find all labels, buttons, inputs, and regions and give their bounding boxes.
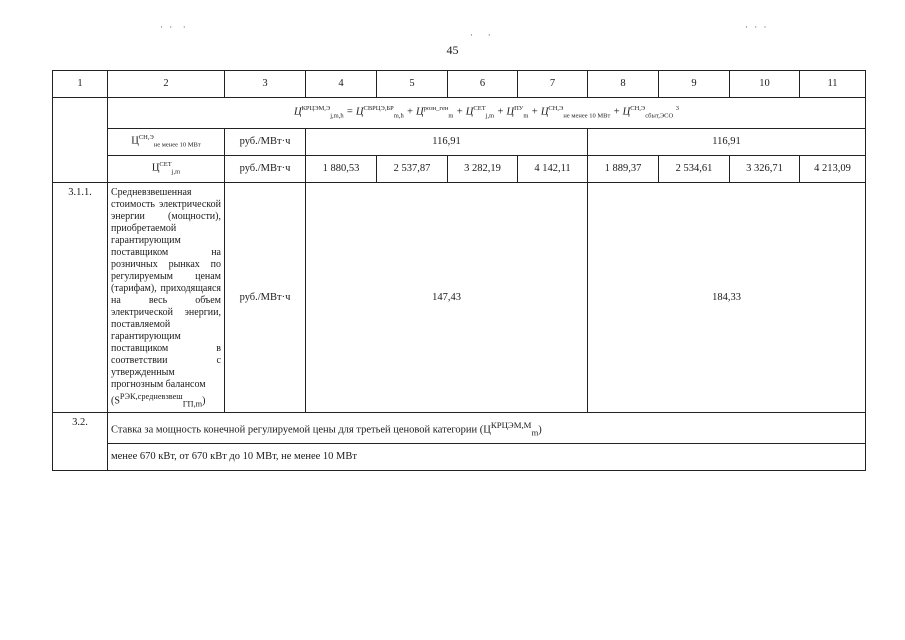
footnote-mark: 3 (675, 105, 680, 113)
price-formula: $Ц^{КРЦЭМ,Э}_{j,m,h} = Ц^{СВРЦЭ,БР}_{m,h} + Ц^{розн\_ген}_m + Ц^{СЕТ}_{j,m} + Ц^{ПУ}_m + Ц^{СН,Э}_{не менее 10 МВт} + Ц^{СН,Э}_{сбыт,ЭСО}$ $^3$ (108, 98, 866, 129)
table-row (53, 413, 866, 444)
row-unit: руб./МВт·ч (225, 183, 306, 413)
header-cell: 1 (53, 71, 108, 98)
row-symbol: $Ц^{СЕТ}_{j,m}$ (108, 156, 225, 183)
value-cell: 3 326,71 (730, 156, 800, 183)
header-cell: 11 (800, 71, 866, 98)
header-cell: 2 (108, 71, 225, 98)
formula-row (53, 98, 866, 129)
value-cell: 184,33 (588, 183, 866, 413)
scan-artifact: · · · (745, 22, 769, 32)
header-cell: 4 (306, 71, 377, 98)
header-cell: 6 (448, 71, 518, 98)
row-description: Средневзвешенная стоимость электрической энергии (мощности), приобретаемой гарантирующим поставщиком на розничных рынках по регулируемым ценам (тарифам), приходящаяся на весь объем электрической энергии, поставляемой гарантирующим поставщиком в соответствии с утвержденным прогнозным балансом $(S^{РЭК,средневзвеш}_{ГП,m})$ (108, 183, 225, 413)
header-cell: 3 (225, 71, 306, 98)
header-cell: 5 (377, 71, 448, 98)
row-number: 3.2. (53, 413, 108, 471)
value-cell: 2 534,61 (659, 156, 730, 183)
value-cell: 1 880,53 (306, 156, 377, 183)
value-cell: 4 142,11 (518, 156, 588, 183)
row-description: менее 670 кВт, от 670 кВт до 10 МВт, не менее 10 МВт (108, 444, 866, 471)
row-unit: руб./МВт·ч (225, 129, 306, 156)
scan-artifact: · · · (160, 22, 188, 32)
table-row (53, 183, 866, 413)
row-number: 3.1.1. (53, 183, 108, 413)
row-symbol: $Ц^{СН,Э}_{не менее 10 МВт}$ (108, 129, 225, 156)
value-cell: 2 537,87 (377, 156, 448, 183)
header-cell: 8 (588, 71, 659, 98)
table-row (53, 129, 866, 156)
row-description: Ставка за мощность конечной регулируемой цены для третьей ценовой категории $(Ц^{КРЦЭМ,М}_m)$ (108, 413, 866, 444)
value-cell: 116,91 (588, 129, 866, 156)
header-cell: 7 (518, 71, 588, 98)
tariff-table (52, 70, 866, 471)
value-cell: 4 213,09 (800, 156, 866, 183)
value-cell: 147,43 (306, 183, 588, 413)
header-row (53, 71, 866, 98)
value-cell: 116,91 (306, 129, 588, 156)
table-row (53, 444, 866, 471)
value-cell: 3 282,19 (448, 156, 518, 183)
scan-artifact: · · (470, 30, 493, 40)
header-cell: 9 (659, 71, 730, 98)
table-row (53, 156, 866, 183)
page-number: 45 (446, 43, 459, 57)
empty-number-cell (53, 98, 108, 183)
value-cell: 1 889,37 (588, 156, 659, 183)
row-unit: руб./МВт·ч (225, 156, 306, 183)
header-cell: 10 (730, 71, 800, 98)
